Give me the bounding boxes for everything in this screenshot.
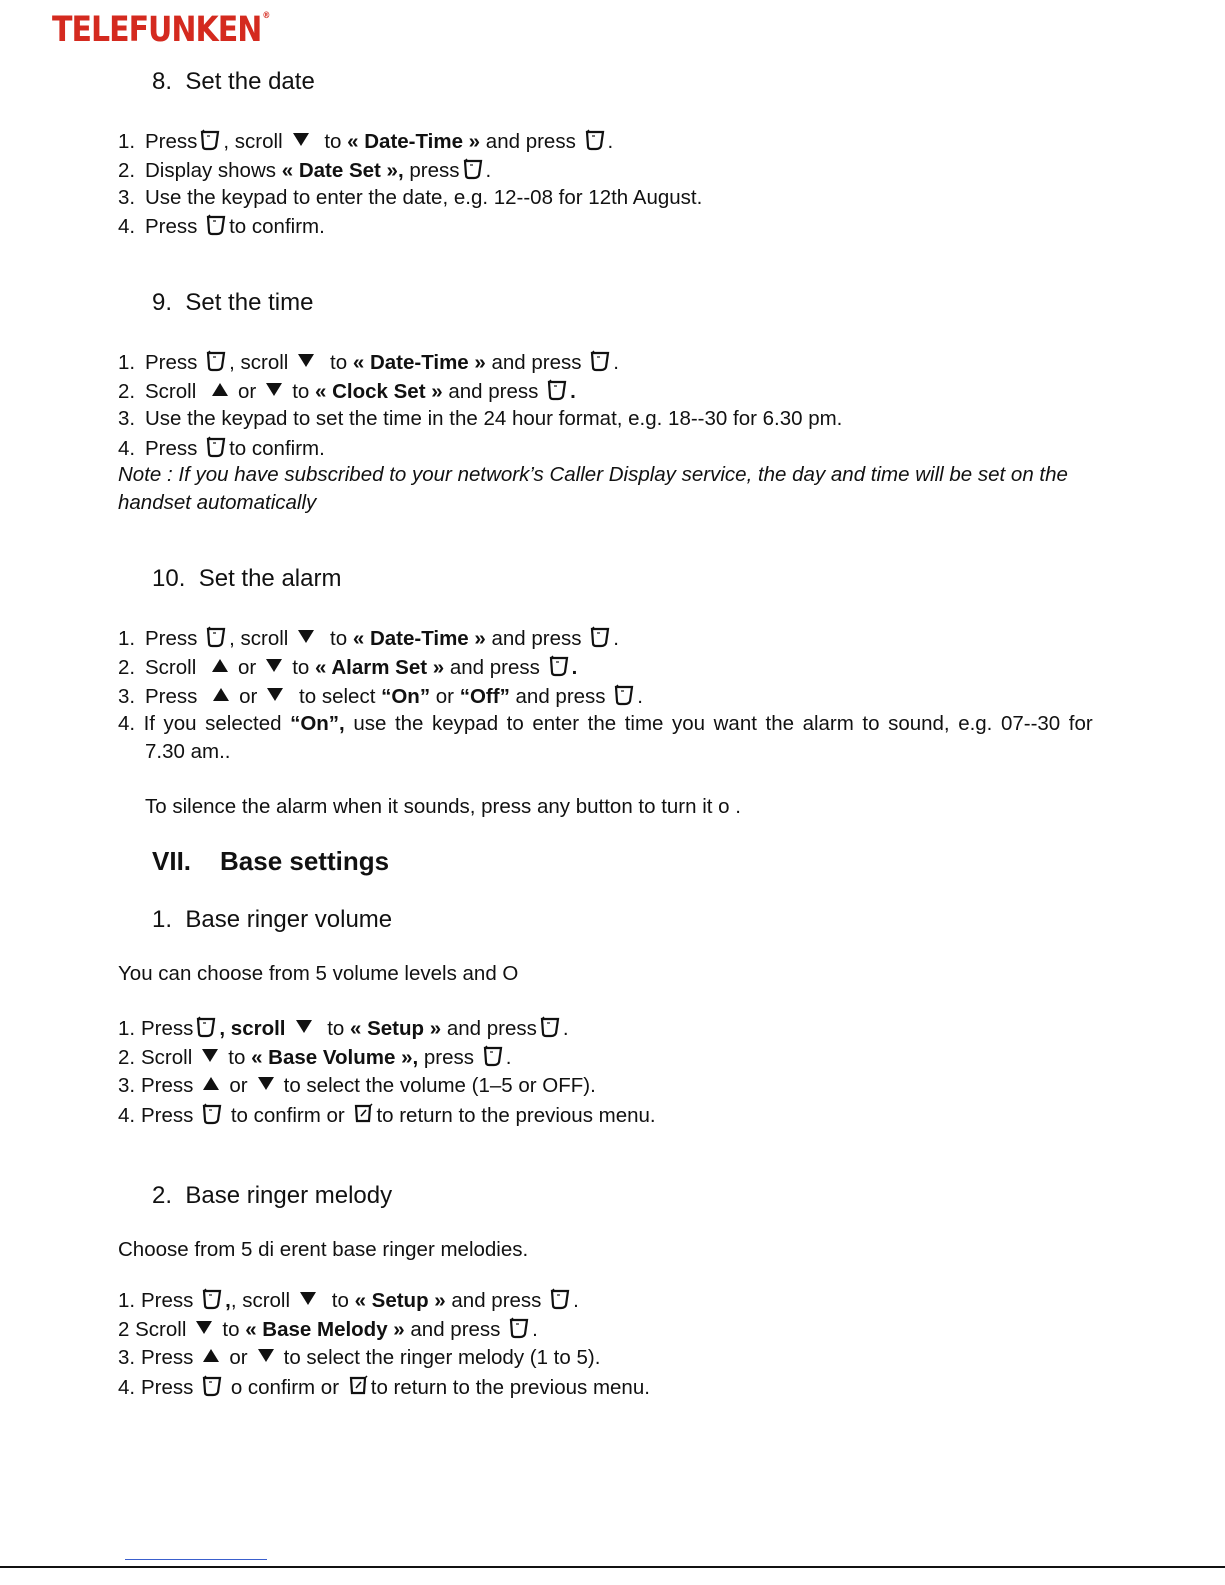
- note-text: Note : If you have subscribed to your network’s Caller Display service, the day and time will be set on the: [118, 463, 1068, 486]
- step-line: 1. Press , scroll to « Date-Time » and press .: [118, 130, 614, 153]
- menu-ok-key-icon: [548, 655, 570, 677]
- menu-ok-key-icon: [205, 436, 227, 458]
- menu-ok-key-icon: [482, 1045, 504, 1067]
- word: the: [765, 712, 794, 735]
- step-line-continuation: 7.30 am..: [145, 740, 231, 763]
- section-heading-base-ringer-volume: 1. Base ringer volume: [152, 906, 393, 933]
- word: time: [624, 712, 664, 735]
- back-key-icon: [352, 1103, 374, 1125]
- section-heading-set-time: 9. Set the time: [152, 289, 314, 316]
- word: e.g.: [958, 712, 993, 735]
- scroll-up-icon: [203, 1349, 219, 1362]
- step-line: 2. Display shows « Date Set », press .: [118, 159, 492, 182]
- scroll-up-icon: [203, 1077, 219, 1090]
- step-line: 3. Press or to select the volume (1–5 or OFF).: [118, 1074, 596, 1097]
- scroll-down-icon: [258, 1077, 274, 1090]
- menu-ok-key-icon: [549, 1288, 571, 1310]
- section-heading-base-ringer-melody: 2. Base ringer melody: [152, 1182, 393, 1209]
- word: 07--30: [1000, 712, 1061, 735]
- menu-ok-key-icon: [201, 1288, 223, 1310]
- intro-text: Choose from 5 di erent base ringer melodies.: [118, 1238, 529, 1261]
- scroll-up-icon: [213, 688, 229, 701]
- step-line: 1. Press , scroll to « Date-Time » and press .: [118, 627, 619, 650]
- step-line: 1. Press , scroll to « Date-Time » and press .: [118, 351, 619, 374]
- back-key-icon: [347, 1375, 369, 1397]
- step-number: 4.: [118, 712, 136, 735]
- alarm-silence-text: To silence the alarm when it sounds, press any button to turn it o .: [145, 795, 741, 818]
- menu-ok-key-icon: [462, 158, 484, 180]
- word: you: [163, 712, 197, 735]
- menu-ok-key-icon: [508, 1317, 530, 1339]
- section-heading-set-alarm: 10. Set the alarm: [152, 565, 342, 592]
- scroll-down-icon: [267, 688, 283, 701]
- menu-ok-key-icon: [584, 129, 606, 151]
- scroll-down-icon: [266, 659, 282, 672]
- footer-link-underline: [125, 1559, 267, 1560]
- word: the: [587, 712, 617, 735]
- menu-ok-key-icon: [546, 379, 568, 401]
- menu-ok-key-icon: [205, 350, 227, 372]
- word: want: [713, 712, 757, 735]
- word: keypad: [432, 712, 499, 735]
- step-line: 3. Use the keypad to enter the date, e.g. 12--08 for 12th August.: [118, 186, 703, 209]
- word: you: [672, 712, 706, 735]
- scroll-down-icon: [202, 1049, 218, 1062]
- scroll-down-icon: [258, 1349, 274, 1362]
- word: for: [1068, 712, 1093, 735]
- scroll-down-icon: [298, 630, 314, 643]
- word: selected: [205, 712, 282, 735]
- scroll-down-icon: [298, 354, 314, 367]
- word: enter: [532, 712, 580, 735]
- menu-ok-key-icon: [539, 1016, 561, 1038]
- scroll-down-icon: [196, 1321, 212, 1334]
- word: to: [506, 712, 524, 735]
- step-line: 2. Scroll to « Base Volume », press .: [118, 1046, 512, 1069]
- chapter-heading-base-settings: VII. Base settings: [152, 846, 390, 876]
- step-line: 1. Press ,, scroll to « Setup » and press .: [118, 1289, 579, 1312]
- step-line-justified: [118, 712, 1093, 736]
- menu-ok-key-icon: [589, 626, 611, 648]
- menu-ok-key-icon: [205, 626, 227, 648]
- step-line: 4. Press to confirm.: [118, 215, 325, 238]
- scroll-down-icon: [300, 1292, 316, 1305]
- note-text: handset automatically: [118, 491, 317, 514]
- step-line: 1. Press , scroll to « Setup » and press .: [118, 1017, 569, 1040]
- step-line: 4. Press o confirm or to return to the previous menu.: [118, 1376, 650, 1399]
- word: use: [353, 712, 387, 735]
- word: alarm: [802, 712, 854, 735]
- step-line: 2. Scroll or to « Clock Set » and press .: [118, 380, 576, 403]
- menu-ok-key-icon: [613, 684, 635, 706]
- brand-logo: TELEFUNKEN®: [52, 10, 271, 51]
- scroll-down-icon: [296, 1020, 312, 1033]
- section-heading-set-date: 8. Set the date: [152, 68, 315, 95]
- scroll-down-icon: [293, 133, 309, 146]
- step-line: 3. Press or to select the ringer melody (1 to 5).: [118, 1346, 601, 1369]
- scroll-up-icon: [212, 383, 228, 396]
- step-line: 2. Scroll or to « Alarm Set » and press .: [118, 656, 578, 679]
- footer-divider: [0, 1566, 1225, 1568]
- step-line: 2 Scroll to « Base Melody » and press .: [118, 1318, 538, 1341]
- word: to: [862, 712, 880, 735]
- word: If: [143, 712, 155, 735]
- intro-text: You can choose from 5 volume levels and O: [118, 962, 519, 985]
- menu-ok-key-icon: [195, 1016, 217, 1038]
- step-line: 3. Use the keypad to set the time in the 24 hour format, e.g. 18--30 for 6.30 pm.: [118, 407, 843, 430]
- word: sound,: [888, 712, 950, 735]
- menu-ok-key-icon: [199, 129, 221, 151]
- menu-ok-key-icon: [205, 214, 227, 236]
- word: “On”,: [290, 712, 345, 735]
- menu-ok-key-icon: [201, 1103, 223, 1125]
- step-line: 3. Press or to select “On” or “Off” and press .: [118, 685, 643, 708]
- word: the: [394, 712, 424, 735]
- menu-ok-key-icon: [589, 350, 611, 372]
- scroll-up-icon: [212, 659, 228, 672]
- menu-ok-key-icon: [201, 1375, 223, 1397]
- step-line: 4. Press to confirm.: [118, 437, 325, 460]
- scroll-down-icon: [266, 383, 282, 396]
- step-line: 4. Press to confirm or to return to the previous menu.: [118, 1104, 656, 1127]
